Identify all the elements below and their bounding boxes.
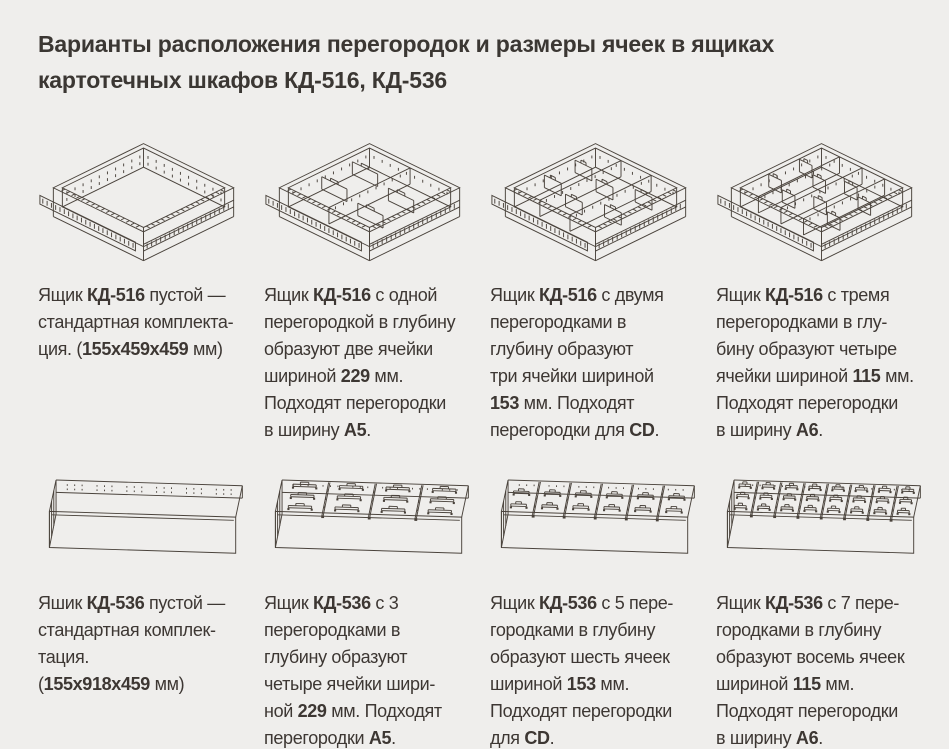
caption-kd516-empty: Ящик КД-516 пустой — стандартная комплекта- ция. (155х459х459 мм) — [38, 285, 234, 359]
drawer-illustration-kd536-3-dividers — [264, 470, 475, 574]
caption-kd536-3-dividers: Ящик КД-536 с 3 перегородками в глубину образуют четыре ячейки шири- ной 229 мм. Подходят перегородки А5. — [264, 593, 442, 748]
card-kd536-7-dividers — [716, 470, 927, 749]
drawer-illustration-kd516-empty — [38, 120, 249, 268]
drawer-illustration-kd516-two-dividers — [490, 120, 701, 268]
caption-kd536-empty: Яшик КД-536 пустой — стандартная комплек- тация. (155х918х459 мм) — [38, 593, 225, 694]
cards-grid — [38, 120, 927, 749]
card-kd536-5-dividers — [490, 470, 701, 749]
title-line-2: картотечных шкафов КД-516, КД-536 — [38, 67, 448, 93]
card-kd516-three-dividers — [716, 120, 927, 444]
caption-kd536-7-dividers: Ящик КД-536 с 7 пере- городками в глубину образуют восемь ячеек шириной 115 мм. Подходят перегородки в ширину А6. — [716, 593, 905, 748]
card-kd536-empty — [38, 470, 249, 749]
drawer-illustration-kd516-three-dividers — [716, 120, 927, 268]
page-title — [38, 26, 927, 98]
title-line-1: Варианты расположения перегородок и размеры ячеек в ящиках — [38, 31, 775, 57]
caption-kd516-two-dividers: Ящик КД-516 с двумя перегородками в глубину образуют три ячейки шириной 153 мм. Подходят перегородки для CD. — [490, 285, 664, 440]
caption-kd516-three-dividers: Ящик КД-516 с тремя перегородками в глу- бину образуют четыре ячейки шириной 115 мм. Подходят перегородки в ширину А6. — [716, 285, 914, 440]
card-kd516-empty — [38, 120, 249, 444]
caption-kd516-one-divider: Ящик КД-516 с одной перегородкой в глубину образуют две ячейки шириной 229 мм. Подходят перегородки в ширину А5. — [264, 285, 456, 440]
drawer-illustration-kd536-empty — [38, 470, 249, 574]
card-kd516-one-divider — [264, 120, 475, 444]
drawer-illustration-kd536-5-dividers — [490, 470, 701, 574]
drawer-illustration-kd516-one-divider — [264, 120, 475, 268]
card-kd536-3-dividers — [264, 470, 475, 749]
caption-kd536-5-dividers: Ящик КД-536 с 5 пере- городками в глубину образуют шесть ячеек шириной 153 мм. Подходят перегородки для CD. — [490, 593, 674, 748]
drawer-illustration-kd536-7-dividers — [716, 470, 927, 574]
card-kd516-two-dividers — [490, 120, 701, 444]
